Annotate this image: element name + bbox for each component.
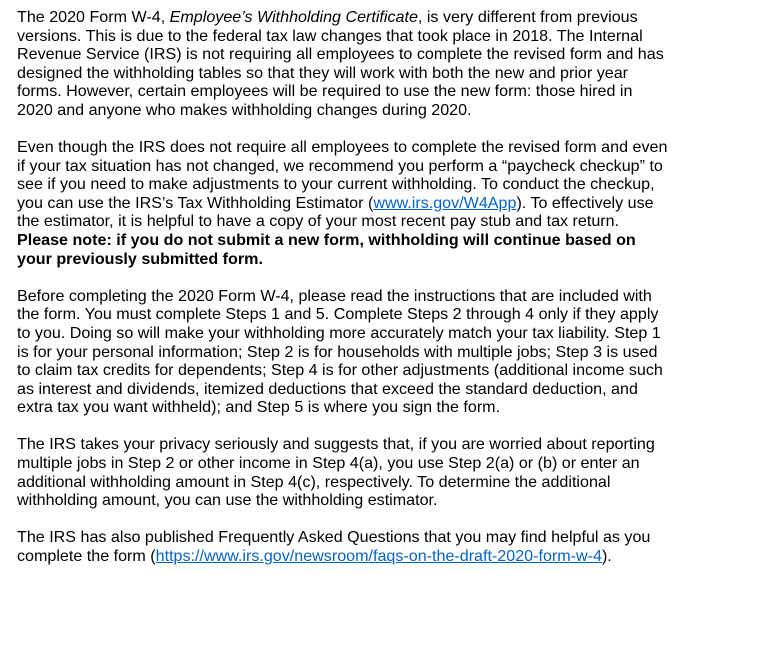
text-line: the estimator, it is helpful to have a copy of your most recent pay stub and tax return. [17,212,620,231]
text-line: extra tax you want withheld); and Step 5 is where you sign the form. [17,398,501,417]
please-note-bold: Please note: if you do not submit a new form, withholding will continue based on [17,231,636,250]
text-line: The IRS takes your privacy seriously and suggests that, if you are worried about reporting [17,435,655,454]
text-run: , is very different from previous [417,8,638,26]
text-line: additional withholding amount in Step 4(c), respectively. To determine the additional [17,472,611,491]
text-run: you can use the IRS’s Tax Withholding Estimator ( [17,193,374,212]
paragraph-intro [17,8,777,120]
text-line: Revenue Service (IRS) is not requiring all employees to complete the revised form and has [17,45,664,64]
form-title-italic: Employee’s Withholding Certificate [169,8,418,26]
document-body [17,8,777,584]
w4app-link[interactable]: www.irs.gov/W4App [373,193,517,212]
please-note-bold: your previously submitted form. [17,249,263,268]
text-line: the form. You must complete Steps 1 and 5. Complete Steps 2 through 4 only if they apply [17,305,659,324]
text-line: see if you need to make adjustments to your current withholding. To conduct the checkup, [17,175,655,194]
paragraph-steps [17,287,777,417]
text-line: is for your personal information; Step 2 is for households with multiple jobs; Step 3 is used [17,342,658,361]
text-line: versions. This is due to the federal tax law changes that took place in 2018. The Internal [17,26,643,45]
text-line: to claim tax credits for dependents; Step 4 is for other adjustments (additional income such [17,361,663,380]
text-line: Before completing the 2020 Form W-4, please read the instructions that are included with [17,286,652,305]
text-run: ). [601,546,612,565]
text-line: Even though the IRS does not require all employees to complete the revised form and even [17,138,668,157]
text-line [17,8,777,27]
paragraph-checkup [17,138,777,268]
text-line: if your tax situation has not changed, we recommend you perform a “paycheck checkup” to [17,156,663,175]
text-line [17,547,777,566]
faq-link[interactable]: https://www.irs.gov/newsroom/faqs-on-the-draft-2020-form-w-4 [155,546,602,565]
text-line: The IRS has also published Frequently Asked Questions that you may find helpful as you [17,528,651,547]
text-line: as interest and dividends, itemized deductions that exceed the standard deduction, and [17,379,638,398]
text-line: multiple jobs in Step 2 or other income in Step 4(a), you use Step 2(a) or (b) or enter an [17,453,640,472]
text-line: forms. However, certain employees will be required to use the new form: those hired in [17,82,633,101]
text-line: withholding amount, you can use the withholding estimator. [17,491,438,510]
text-line: 2020 and anyone who makes withholding changes during 2020. [17,100,472,119]
text-line [17,194,777,213]
paragraph-faq [17,528,777,565]
text-run: complete the form ( [17,546,156,565]
paragraph-privacy [17,435,777,509]
text-run: The 2020 Form W-4, [17,8,170,26]
text-line: to you. Doing so will make your withholding more accurately match your tax liability. Step 1 [17,323,661,342]
text-line: designed the withholding tables so that they will work with both the new and prior year [17,63,629,82]
text-run: ). To effectively use [516,193,654,212]
